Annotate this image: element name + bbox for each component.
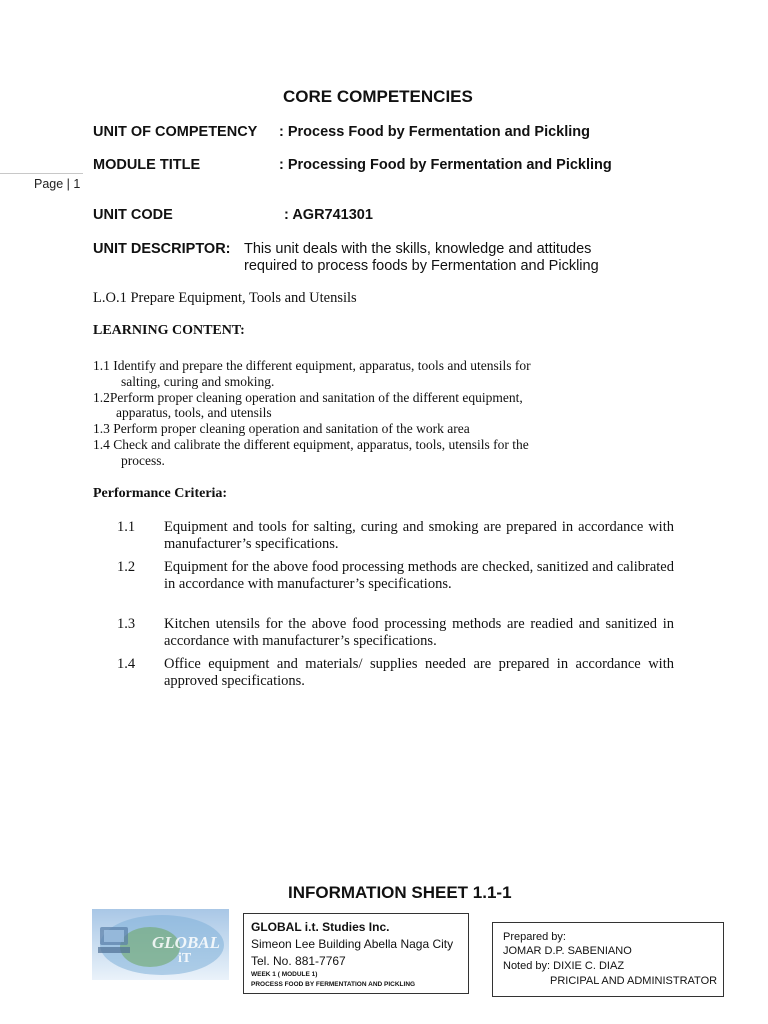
- unit-of-competency-value: : Process Food by Fermentation and Pickling: [279, 124, 590, 140]
- school-name: GLOBAL i.t. Studies Inc.: [251, 920, 390, 934]
- unit-of-competency-label: UNIT OF COMPETENCY: [93, 124, 258, 140]
- unit-code-value: : AGR741301: [284, 207, 373, 223]
- school-info-box: [243, 913, 469, 994]
- criteria-number-4: 1.4: [117, 656, 136, 672]
- noted-by-title: PRICIPAL AND ADMINISTRATOR: [550, 975, 718, 987]
- week-module: WEEK 1 ( MODULE 1): [251, 971, 318, 978]
- prepared-by-box: [492, 922, 724, 997]
- unit-code-label: UNIT CODE: [93, 207, 173, 223]
- performance-criteria-heading: Performance Criteria:: [93, 486, 228, 501]
- learning-content-heading: LEARNING CONTENT:: [93, 323, 245, 338]
- learning-content-item-1-line-2: salting, curing and smoking.: [121, 374, 275, 389]
- learning-content-item-2-line-2: apparatus, tools, and utensils: [116, 405, 272, 420]
- learning-content-item-4-line-1: 1.4 Check and calibrate the different equipment, apparatus, tools, utensils for the: [93, 437, 529, 452]
- noted-by: Noted by: DIXIE C. DIAZ: [503, 960, 625, 972]
- unit-descriptor-label: UNIT DESCRIPTOR:: [93, 241, 231, 257]
- school-logo: [92, 909, 229, 980]
- page-label-divider: [0, 173, 83, 174]
- document-title: CORE COMPETENCIES: [283, 87, 473, 106]
- unit-descriptor-line-2: required to process foods by Fermentation and Pickling: [244, 258, 599, 274]
- module-title-value: : Processing Food by Fermentation and Pickling: [279, 157, 612, 173]
- criteria-text-3: Kitchen utensils for the above food processing methods are readied and sanitized in accordance with manufacturer’s specifications.: [164, 616, 674, 649]
- school-telephone: Tel. No. 881-7767: [251, 954, 346, 968]
- page-number-label: Page | 1: [34, 177, 81, 191]
- learning-content-item-4-line-2: process.: [121, 453, 165, 468]
- learning-content-item-3: 1.3 Perform proper cleaning operation and sanitation of the work area: [93, 421, 470, 436]
- learning-content-item-1-line-1: 1.1 Identify and prepare the different equipment, apparatus, tools and utensils for: [93, 358, 531, 373]
- learning-content-item-2-line-1: 1.2Perform proper cleaning operation and sanitation of the different equipment,: [93, 390, 523, 405]
- course-title: PROCESS FOOD BY FERMENTATION AND PICKLING: [251, 981, 416, 988]
- school-address: Simeon Lee Building Abella Naga City: [251, 937, 454, 951]
- criteria-number-1: 1.1: [117, 519, 136, 535]
- criteria-text-1: Equipment and tools for salting, curing and smoking are prepared in accordance with manufacturer’s specifications.: [164, 519, 674, 552]
- prepared-by-label: Prepared by:: [503, 931, 566, 943]
- information-sheet-title: INFORMATION SHEET 1.1-1: [288, 883, 512, 902]
- criteria-number-3: 1.3: [117, 616, 136, 632]
- logo-subtext: iT: [178, 951, 192, 966]
- logo-text: GLOBAL: [152, 933, 220, 952]
- criteria-number-2: 1.2: [117, 559, 136, 575]
- criteria-text-2: Equipment for the above food processing methods are checked, sanitized and calibrated in accordance with manufacturer’s specifications.: [164, 559, 674, 592]
- unit-descriptor-line-1: This unit deals with the skills, knowledge and attitudes: [244, 241, 592, 257]
- prepared-by-name: JOMAR D.P. SABENIANO: [503, 945, 632, 957]
- module-title-label: MODULE TITLE: [93, 157, 201, 173]
- learning-outcome: L.O.1 Prepare Equipment, Tools and Utensils: [93, 290, 357, 306]
- criteria-text-4: Office equipment and materials/ supplies needed are prepared in accordance with approved specifications.: [164, 656, 674, 689]
